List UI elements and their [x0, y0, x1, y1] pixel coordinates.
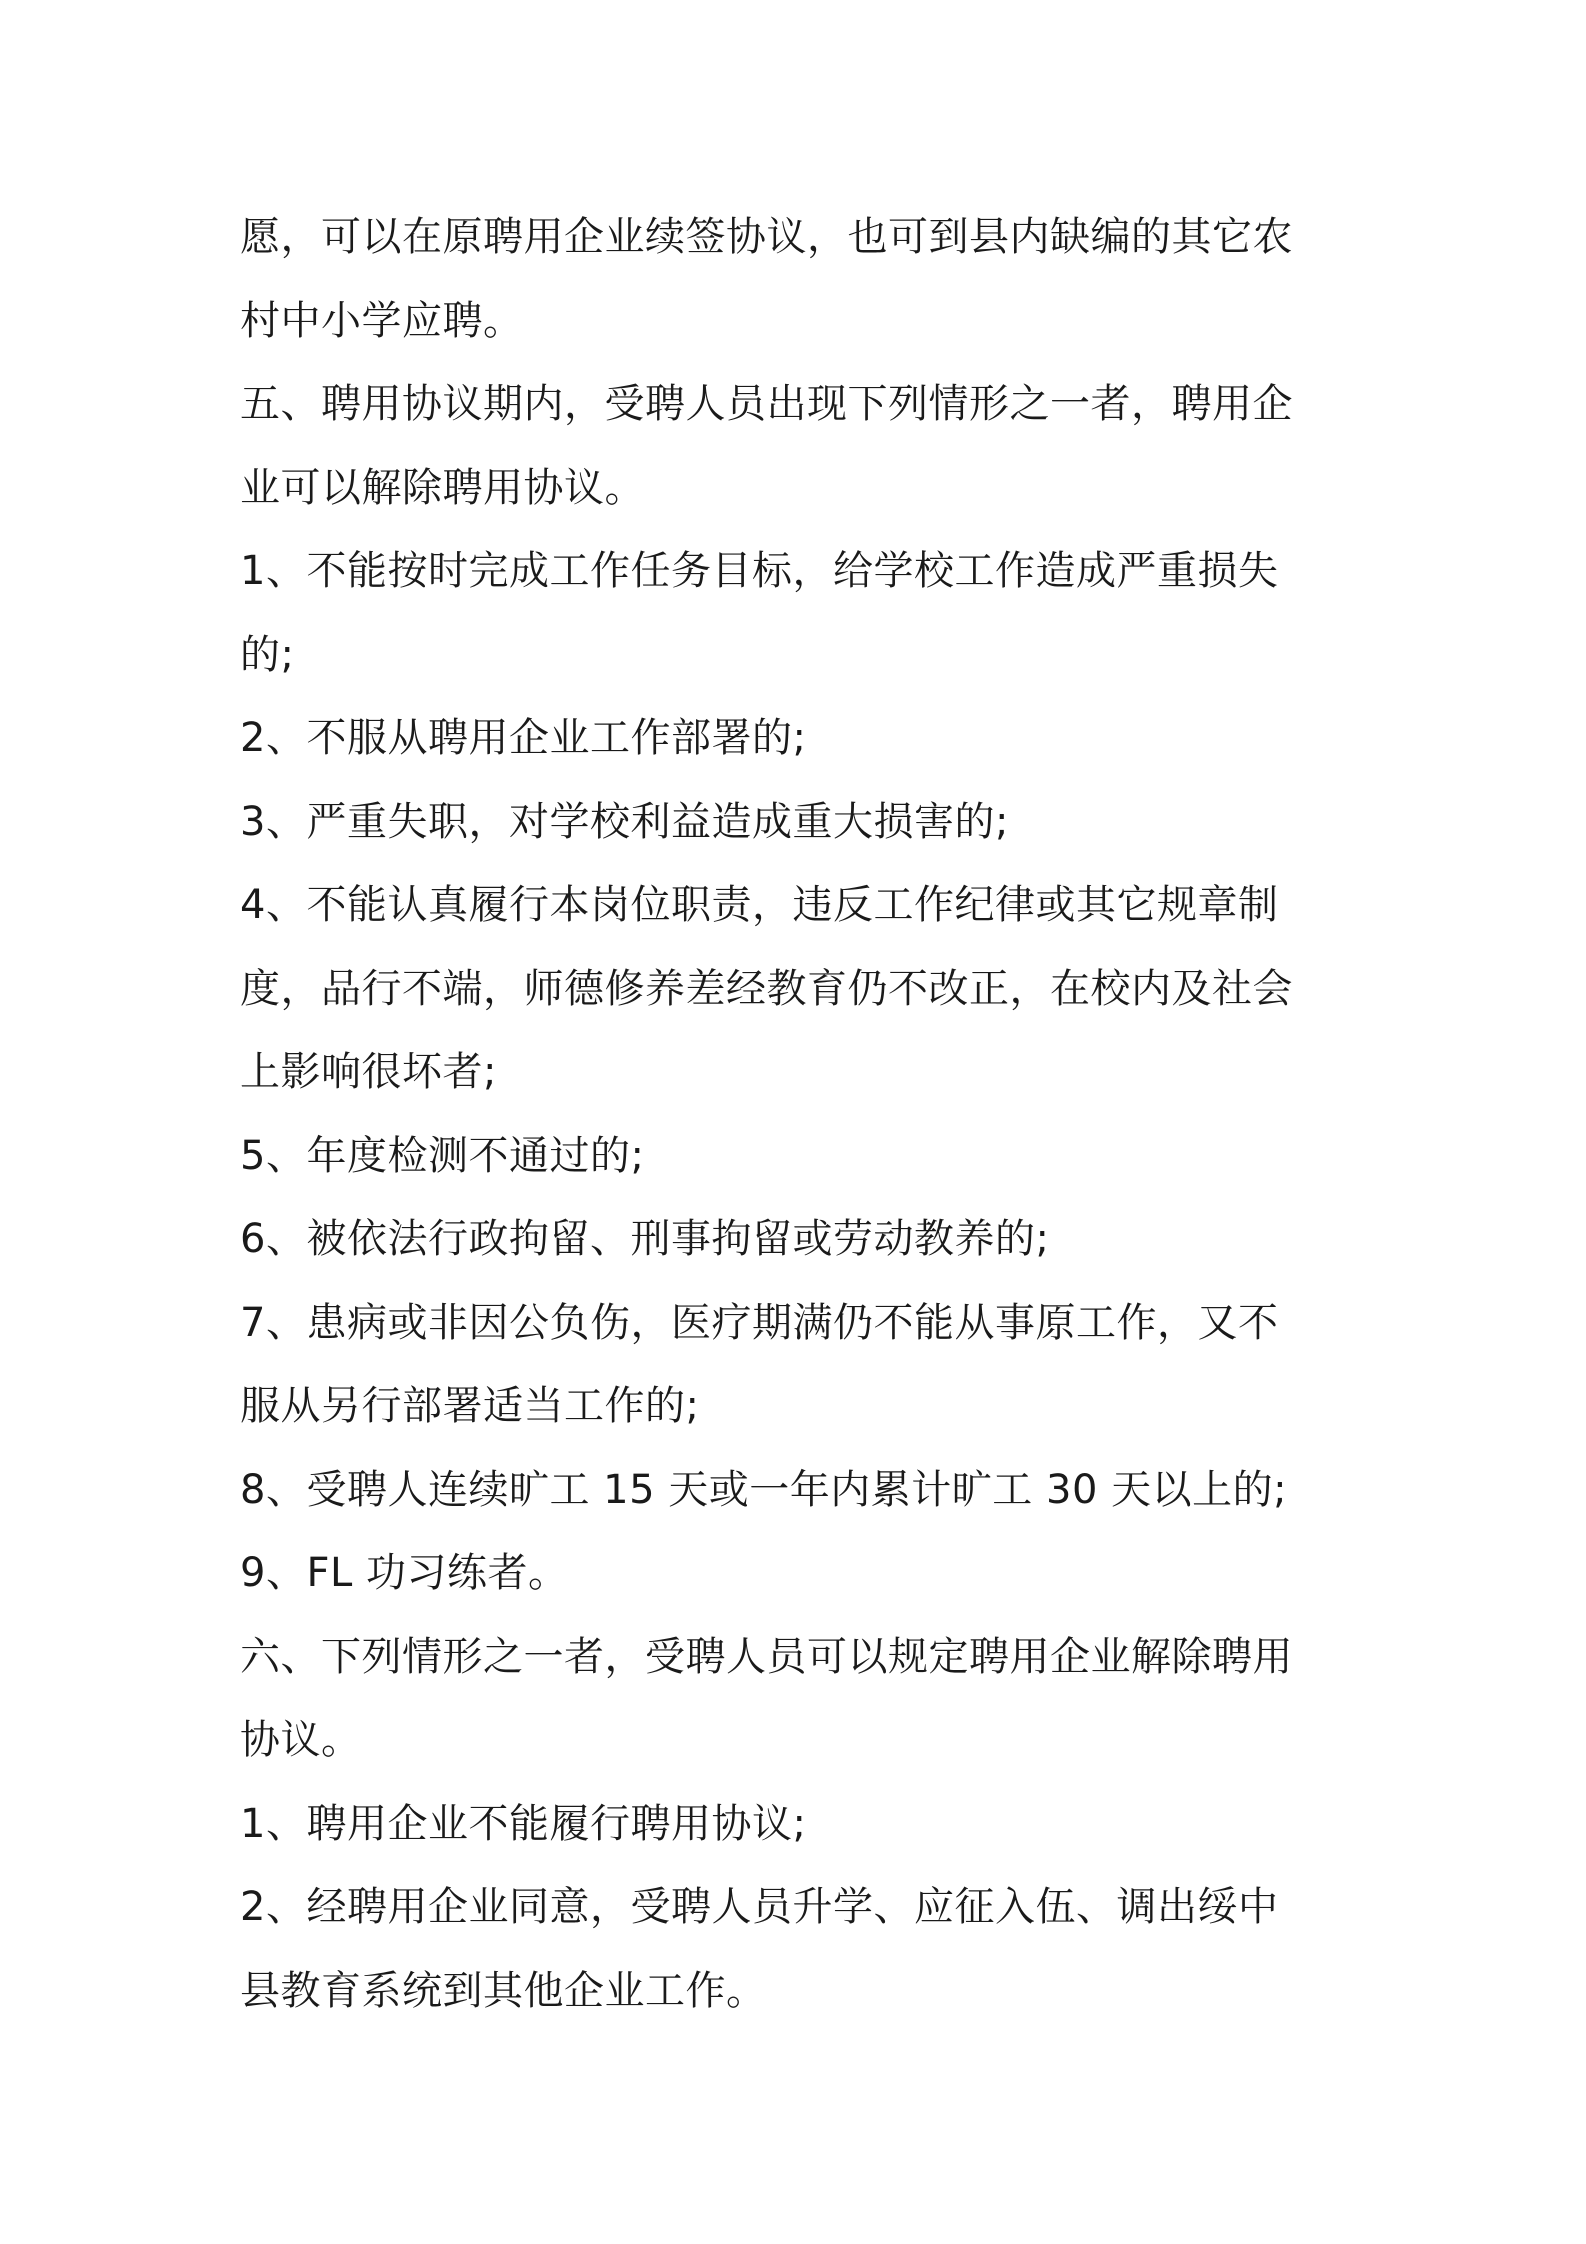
text-line: 上影响很坏者; — [240, 1049, 497, 1095]
list-item: 6、被依法行政拘留、刑事拘留或劳动教养的; — [240, 1216, 1050, 1262]
list-item: 2、经聘用企业同意，受聘人员升学、应征入伍、调出绥中 — [240, 1884, 1279, 1930]
text-line: 愿，可以在原聘用企业续签协议，也可到县内缺编的其它农 — [240, 214, 1293, 260]
section-heading: 六、下列情形之一者，受聘人员可以规定聘用企业解除聘用 — [240, 1633, 1293, 1680]
section-heading: 五、聘用协议期内，受聘人员出现下列情形之一者，聘用企 — [240, 381, 1293, 427]
list-item: 1、聘用企业不能履行聘用协议; — [240, 1800, 807, 1847]
text-line: 县教育系统到其他企业工作。 — [240, 1967, 767, 2014]
list-item: 2、不服从聘用企业工作部署的; — [240, 715, 807, 761]
text-line: 度，品行不端，师德修养差经教育仍不改正，在校内及社会 — [240, 965, 1293, 1012]
list-item: 4、不能认真履行本岗位职责，违反工作纪律或其它规章制 — [240, 882, 1279, 928]
text-line: 村中小学应聘。 — [240, 297, 524, 344]
document-body — [240, 196, 1360, 2033]
list-item: 1、不能按时完成工作任务目标，给学校工作造成严重损失 — [240, 548, 1279, 594]
list-item: 7、患病或非因公负伤，医疗期满仍不能从事原工作，又不 — [240, 1299, 1279, 1346]
list-item: 5、年度检测不通过的; — [240, 1132, 645, 1179]
text-line: 业可以解除聘用协议。 — [240, 464, 645, 511]
list-item: 3、严重失职，对学校利益造成重大损害的; — [240, 798, 1009, 845]
text-line: 协议。 — [240, 1717, 362, 1763]
list-item: 9、FL 功习练者。 — [240, 1550, 569, 1596]
text-line: 服从另行部署适当工作的; — [240, 1383, 700, 1429]
text-line: 的; — [240, 631, 295, 678]
list-item: 8、受聘人连续旷工 15 天或一年内累计旷工 30 天以上的; — [240, 1466, 1288, 1513]
